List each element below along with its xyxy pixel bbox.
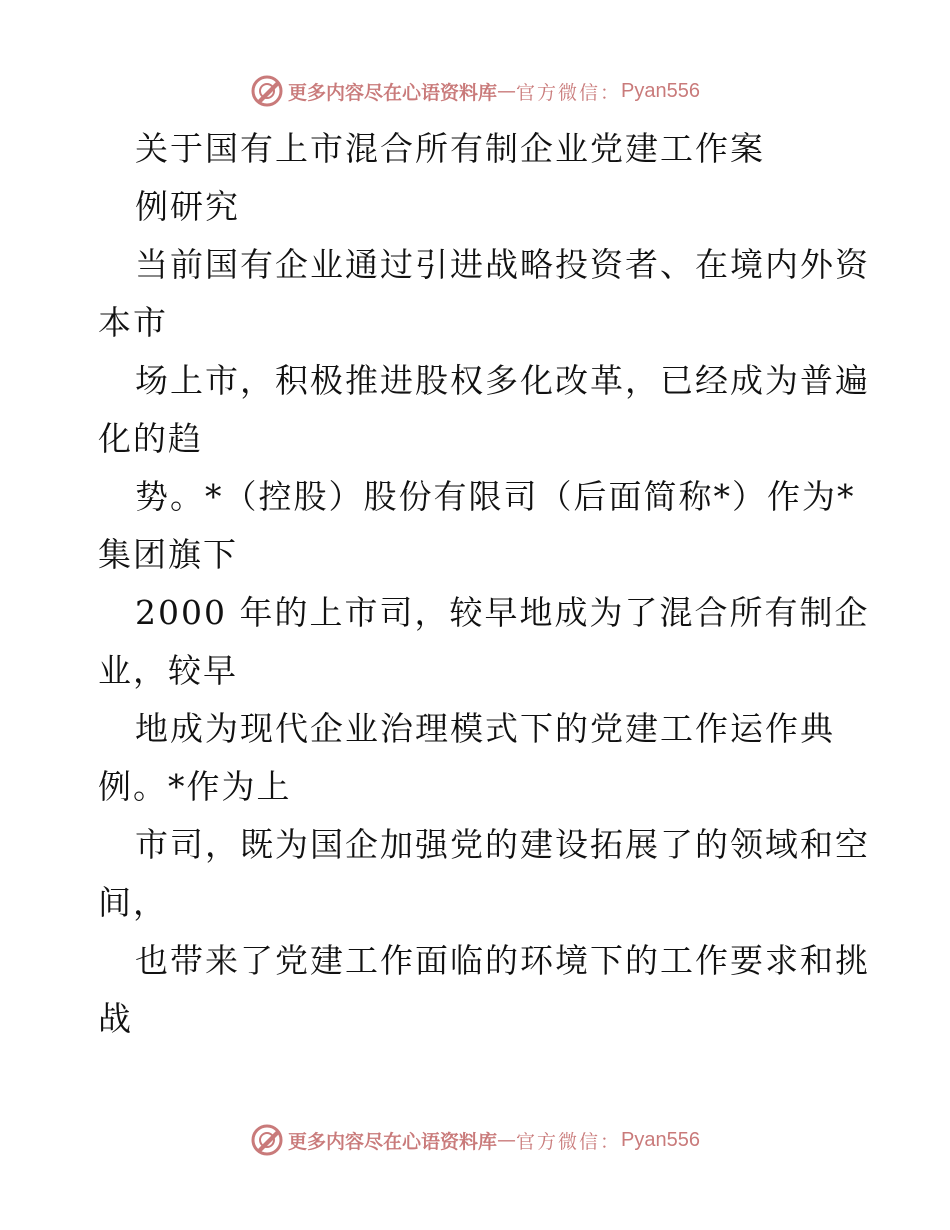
logo-icon xyxy=(250,74,284,108)
text-line: 也带来了党建工作面临的环境下的工作要求和挑 xyxy=(135,941,870,980)
text-line: 本市 xyxy=(98,303,168,342)
document-body xyxy=(98,120,870,1048)
watermark-brand: 更多内容尽在心语资料库 xyxy=(288,1130,498,1153)
text-line: 地成为现代企业治理模式下的党建工作运作典 xyxy=(135,709,835,748)
text-line: 当前国有企业通过引进战略投资者、在境内外资 xyxy=(135,245,870,284)
watermark-dash: — xyxy=(497,80,517,102)
watermark-wechat-label: 官方微信： xyxy=(516,81,622,104)
text-line: 势。*（控股）股份有限司（后面简称*）作为* xyxy=(135,477,856,516)
text-line: 市司，既为国企加强党的建设拓展了的领域和空 xyxy=(135,825,870,864)
text-line: 例研究 xyxy=(135,187,240,226)
header-watermark xyxy=(0,71,950,111)
text-line: 战 xyxy=(98,999,133,1038)
text-line: 关于国有上市混合所有制企业党建工作案 xyxy=(135,129,765,168)
logo-icon xyxy=(250,1123,284,1157)
text-line: 化的趋 xyxy=(98,419,203,458)
watermark-brand: 更多内容尽在心语资料库 xyxy=(288,81,498,104)
watermark-wechat-label: 官方微信： xyxy=(516,1130,622,1153)
watermark-wechat-id: Pyan556 xyxy=(621,79,700,102)
text-line: 2000 年的上市司，较早地成为了混合所有制企 xyxy=(135,593,870,632)
text-line: 间， xyxy=(98,883,168,922)
watermark-wechat-id: Pyan556 xyxy=(621,1128,700,1151)
text-line: 例。*作为上 xyxy=(98,767,292,806)
text-line: 场上市，积极推进股权多化改革，已经成为普遍 xyxy=(135,361,870,400)
watermark-dash: — xyxy=(497,1129,517,1151)
footer-watermark xyxy=(0,1120,950,1160)
text-line: 业，较早 xyxy=(98,651,238,690)
text-line: 集团旗下 xyxy=(98,535,238,574)
